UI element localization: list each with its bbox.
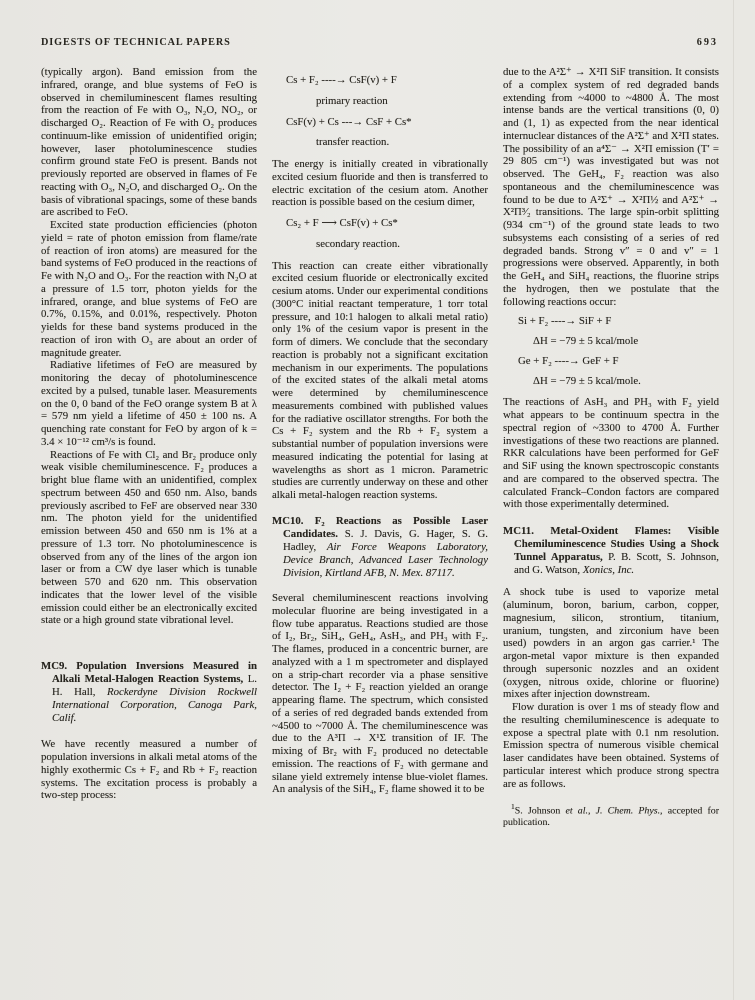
column-2: [272, 66, 488, 829]
page-number: 693: [696, 37, 718, 48]
heading-authors: P. B. Scott, S. Johnson, and G. Watson,: [514, 551, 719, 577]
equation-block-secondary: [272, 217, 488, 251]
paragraph: Reactions of Fe with Cl₂ and Br₂ produce only weak visible chemiluminescence. F₂ produces a bright blue flame with an unidentified, complex spectrum between 450 and 650 nm. Also, bands previously ascribed to FeF are observed near 330 nm. The photon yield for the unidentified emission between 450 and 650 nm is 1% at a pressure of 1.3 torr. No photoluminescence is observed from any of the lines of the argon ion laser or from a CW dye laser which is tunable between 570 and 620 nm. This observation indicates that the lower level of the visible emission could either be an electronically excited state or a high ground state vibrational level.: [41, 448, 257, 627]
equation-secondary: Cs₂ + F ⟶ CsF(v) + Cs*: [286, 217, 398, 229]
paragraph: Radiative lifetimes of FeO are measured by monitoring the decay of photoluminescence excited by a pulsed, tunable laser. Measurements on the 0, 0 band of the FeO orange system B at λ = 579 nm yield a lifetime of 450 ± 100 ns. A quenching rate constant for FeO by argon of k = 3.4 × 10⁻¹² cm³/s is found.: [41, 359, 257, 448]
equation-block-primary-transfer: [272, 74, 488, 149]
equation-block-si-ge: [503, 315, 719, 387]
paragraph: Excited state production efficiencies (photon yield = rate of photon emission from flame/rate of reaction of iron atoms) are measured for the band systems of FeO produced in the reactions of Fe with N₂O and O₃. For the reaction with N₂O at a pressure of 1.5 torr, photon yields for the infrared, orange, and blue systems of FeO are 0.7%, 0.15%, and 0.01%, respectively. Photon yields for these band systems produced in the reaction of iron with O₃ are about an order of magnitude greater.: [41, 219, 257, 359]
section-heading-mc10: [272, 515, 488, 580]
heading-affiliation: Rockerdyne Division Rockwell International Corporation, Canoga Park, Calif.: [52, 686, 258, 725]
section-heading-mc9: [41, 660, 257, 725]
equation-si: Si + F₂ ----→ SiF + F: [518, 315, 612, 328]
heading-title: MC9. Population Inversions Measured in Alkali Metal-Halogen Reaction Systems,: [41, 660, 257, 686]
footnote-citation: et al., J. Chem. Phys.,: [565, 805, 663, 817]
paragraph-continuation: (typically argon). Band emission from the infrared, orange, and blue systems of FeO is observed in chemiluminescent flames resulting from the reaction of Fe with O₃, N₂O, NO₂, or discharged O₂. Reaction of Fe with O₂ produces continuum-like emission of unidentified origin; however, laser photoluminescence studies confirm ground state FeO is present. Bands not previously reported are observed in flames of Fe reacting with O₃, N₂O, and discharged O₂. On the basis of vibrational spacings, some of these bands are ascribed to FeO.: [41, 66, 257, 219]
paragraph: A shock tube is used to vaporize metal (aluminum, boron, barium, carbon, copper, magnesium, silicon, strontium, titanium, uranium, tungsten, and zirconium have been used) powders in an argon gas carrier.¹ The argon-metal vapor mixture is then expanded through supersonic nozzles and an oxident (oxygen, nitrous oxide, chlorine or fluorine) mixes after injection downstream.: [503, 586, 719, 701]
paragraph: The reactions of AsH₃ and PH₃ with F₂ yield what appears to be continuum spectra in the spectral region of ~3300 to 4700 Å. Further investigations of these two reactions are planned. RKR calculations have been performed for GeF and SiF using the known spectroscopic constants and are compared to the observed spectra. The calculated Franck–Condon factors are compared with those experimentally determined.: [503, 396, 719, 511]
heading-title: MC11. Metal-Oxident Flames: Visible Chemiluminescence Studies Using a Shock Tunnel Apparatus,: [503, 525, 719, 564]
equation-ge: Ge + F₂ ----→ GeF + F: [518, 354, 619, 367]
equation-caption: primary reaction: [316, 94, 388, 107]
equation-caption: secondary reaction.: [316, 237, 400, 250]
equation-caption: transfer reaction.: [316, 136, 390, 149]
paragraph: Flow duration is over 1 ms of steady flow and the resulting chemiluminescence is adequate to expose a spectral plate with 0.1 nm resolution. Emission spectra of numerous visible chemical laser candidates have been obtained. Systems of particular interest which produce strong spectra are as follows.: [503, 701, 719, 790]
equation-transfer: CsF(v) + Cs ---→ CsF + Cs*: [286, 115, 412, 128]
equation-primary: Cs + F₂ ----→ CsF(v) + F: [286, 74, 397, 86]
footnote-marker: 1: [511, 802, 515, 812]
footnote-text: accepted for publication.: [503, 805, 719, 829]
heading-authors: L. H. Hall,: [52, 673, 257, 699]
equation-enthalpy: ΔH = −79 ± 5 kcal/mole: [533, 335, 639, 347]
paragraph: We have recently measured a number of population inversions in alkali metal atoms of the highly exothermic Cs + F₂ and Rb + F₂ reaction systems. The excitation process is probably a two-step process:: [41, 738, 257, 802]
equation-enthalpy: ΔH = −79 ± 5 kcal/mole.: [533, 374, 641, 387]
column-3: [503, 66, 719, 829]
footnote-text: S. Johnson: [514, 805, 566, 817]
heading-authors: S. J. Davis, G. Hager, S. G. Hadley,: [283, 527, 488, 553]
paragraph-continuation: due to the A²Σ⁺ → X²Π SiF transition. It consists of a complex system of red degraded bands extending from ~4000 to ~4800 Å. The most intense bands are the vertical transitions (0, 0) and (1, 1) as expected from the near identical internuclear distances of the A²Σ⁺ and X²Π states. The possibility of an a⁴Σ⁻ → X²Π emission (T′ = 29 805 cm⁻¹) was investigated but was not observed. The GeH₄, F₂ reaction was also spontaneous and the chemiluminescence was found to be due to A²Σ⁺ → X²Π½ and A²Σ⁺ → X²Π³⁄₂ transitions. The large spin-orbit splitting (934 cm⁻¹) of the ground state leads to two subsystems each consisting of a series of red degraded bands. Strong v″ = 0 and v″ = 1 progressions were observed. Apparently, in both the GeH₄ and SiH₄ reactions, the fluorine strips the hydrogen, then we postulate that the following reactions occur:: [503, 66, 719, 308]
heading-title: MC10. F₂ Reactions as Possible Laser Candidates.: [272, 514, 488, 540]
section-heading-mc11: [503, 525, 719, 577]
text-columns: [41, 66, 719, 829]
paragraph: The energy is initially created in vibrationally excited cesium fluoride and then is transferred to electric excitation of the cesium atom. Another reaction is possible based on the cesium dimer,: [272, 158, 488, 209]
paragraph: This reaction can create either vibrationally excited cesium fluoride or electronically excited cesium atoms. Under our experimental conditions (300°C initial reactant temperature, 1 torr total pressure, and 10:1 halogen to alkali metal ratio) only 1% of the cesium vapor is present in the form of dimers. We conclude that the secondary reaction is probably not a significant excitation mechanism in our experiments. The populations of the excited states of the alkali metal atoms were determined by chemiluminescence measurements combined with published values for the radiative oscillator strengths. For both the Cs + F₂ system and the Rb + F₂ system a substantial number of population inversions were measured indicating the potential for lasing at wavelengths as short as 1 micron. Parametric studies are currently underway on these and other alkali metal-halogen reaction systems.: [272, 259, 488, 501]
running-head: DIGESTS OF TECHNICAL PAPERS: [41, 37, 231, 48]
heading-affiliation: Air Force Weapons Laboratory, Device Branch, Advanced Laser Technology Division, Kirtland AFB, N. Mex. 87117.: [283, 540, 488, 580]
column-1: [41, 66, 257, 829]
page-header: [41, 37, 718, 48]
heading-affiliation: Xonics, Inc.: [582, 564, 635, 577]
footnote: [503, 801, 719, 828]
paragraph: Several chemiluminescent reactions involving molecular fluorine are being investigated in a flow tube apparatus. Reactions studied are those of I₂, Br₂, SiH₄, GeH₄, AsH₃, and PH₃ with F₂. The flames, produced in a concentric burner, are analyzed with a 1 m spectrometer and displayed on a strip-chart recorder via a phase sensitive detector. The I₂ + F₂ reaction yielded an orange appearing flame. The spectrum, which consisted of a series of red degraded bands extended from ~4500 to ~7000 Å. The chemiluminescence was due to the A³Π → X¹Σ transition of IF. The mixing of Br₂ with F₂ produced no detectable emission. The reactions of F₂ with germane and silane yield extremely intense blue-violet flames. An analysis of the SiH₄, F₂ flame showed it to be: [272, 592, 488, 796]
scan-page-edge: [733, 0, 734, 1000]
